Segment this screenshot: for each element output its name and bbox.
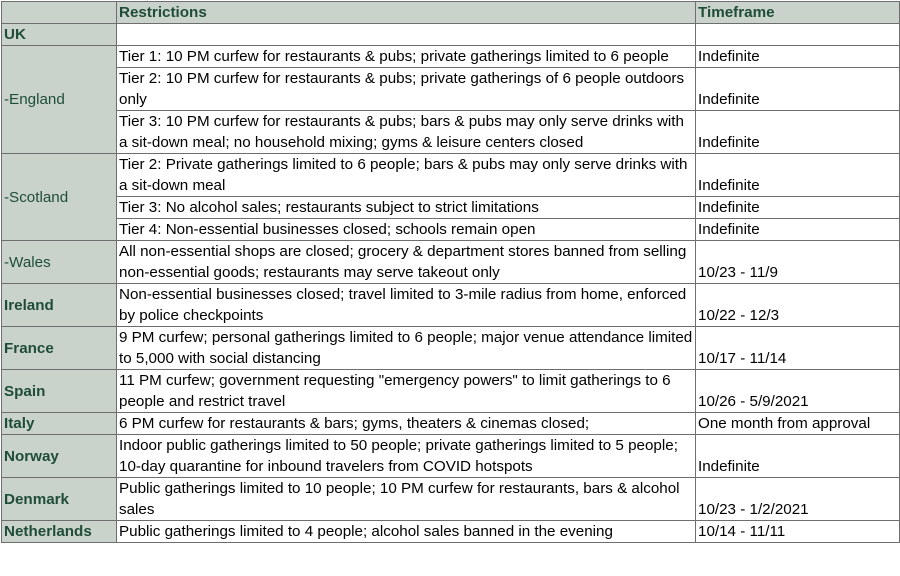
restriction-cell: Tier 3: 10 PM curfew for restaurants & pubs; bars & pubs may only serve drinks with a sit-down meal; no household mixing; gyms & leisure centers closed (117, 111, 696, 154)
restriction-cell: Tier 4: Non-essential businesses closed; schools remain open (117, 219, 696, 241)
country-netherlands: Netherlands (2, 521, 117, 543)
restriction-cell: Indoor public gatherings limited to 50 people; private gatherings limited to 5 people; 10-day quarantine for inbound travelers from COVID hotspots (117, 435, 696, 478)
timeframe-cell: One month from approval (696, 413, 900, 435)
timeframe-cell: Indefinite (696, 435, 900, 478)
restriction-cell: Non-essential businesses closed; travel limited to 3-mile radius from home, enforced by police checkpoints (117, 284, 696, 327)
table-row (2, 241, 900, 284)
restriction-cell: Public gatherings limited to 4 people; alcohol sales banned in the evening (117, 521, 696, 543)
region-england: -England (2, 46, 117, 154)
restriction-cell: Public gatherings limited to 10 people; 10 PM curfew for restaurants, bars & alcohol sales (117, 478, 696, 521)
table-row (2, 370, 900, 413)
timeframe-cell: 10/22 - 12/3 (696, 284, 900, 327)
restriction-cell: Tier 2: 10 PM curfew for restaurants & pubs; private gatherings of 6 people outdoors only (117, 68, 696, 111)
table-row (2, 111, 900, 154)
restriction-cell: Tier 2: Private gatherings limited to 6 people; bars & pubs may only serve drinks with a sit-down meal (117, 154, 696, 197)
header-restrictions: Restrictions (117, 2, 696, 24)
table-row (2, 478, 900, 521)
timeframe-cell: Indefinite (696, 111, 900, 154)
country-norway: Norway (2, 435, 117, 478)
restriction-cell: 9 PM curfew; personal gatherings limited to 6 people; major venue attendance limited to 5,000 with social distancing (117, 327, 696, 370)
timeframe-cell (696, 24, 900, 46)
timeframe-cell: 10/23 - 1/2/2021 (696, 478, 900, 521)
country-uk: UK (2, 24, 117, 46)
timeframe-cell: 10/14 - 11/11 (696, 521, 900, 543)
table-row (2, 413, 900, 435)
timeframe-cell: 10/23 - 11/9 (696, 241, 900, 284)
table-row (2, 68, 900, 111)
timeframe-cell: 10/17 - 11/14 (696, 327, 900, 370)
country-france: France (2, 327, 117, 370)
restriction-cell: All non-essential shops are closed; grocery & department stores banned from selling non-essential goods; restaurants may serve takeout only (117, 241, 696, 284)
restriction-cell (117, 24, 696, 46)
restriction-cell: Tier 1: 10 PM curfew for restaurants & pubs; private gatherings limited to 6 people (117, 46, 696, 68)
region-wales: -Wales (2, 241, 117, 284)
header-row (2, 2, 900, 24)
table-row (2, 435, 900, 478)
header-timeframe: Timeframe (696, 2, 900, 24)
restriction-cell: 6 PM curfew for restaurants & bars; gyms, theaters & cinemas closed; (117, 413, 696, 435)
timeframe-cell: 10/26 - 5/9/2021 (696, 370, 900, 413)
timeframe-cell: Indefinite (696, 46, 900, 68)
table-row-uk (2, 24, 900, 46)
timeframe-cell: Indefinite (696, 68, 900, 111)
timeframe-cell: Indefinite (696, 154, 900, 197)
restriction-cell: Tier 3: No alcohol sales; restaurants subject to strict limitations (117, 197, 696, 219)
country-ireland: Ireland (2, 284, 117, 327)
timeframe-cell: Indefinite (696, 219, 900, 241)
restriction-cell: 11 PM curfew; government requesting "emergency powers" to limit gatherings to 6 people and restrict travel (117, 370, 696, 413)
header-region (2, 2, 117, 24)
restrictions-table (1, 1, 900, 543)
table-row (2, 521, 900, 543)
country-italy: Italy (2, 413, 117, 435)
table-row (2, 327, 900, 370)
table-row (2, 219, 900, 241)
table-row (2, 154, 900, 197)
timeframe-cell: Indefinite (696, 197, 900, 219)
country-denmark: Denmark (2, 478, 117, 521)
country-spain: Spain (2, 370, 117, 413)
table-row (2, 284, 900, 327)
table-row (2, 46, 900, 68)
table-row (2, 197, 900, 219)
region-scotland: -Scotland (2, 154, 117, 241)
